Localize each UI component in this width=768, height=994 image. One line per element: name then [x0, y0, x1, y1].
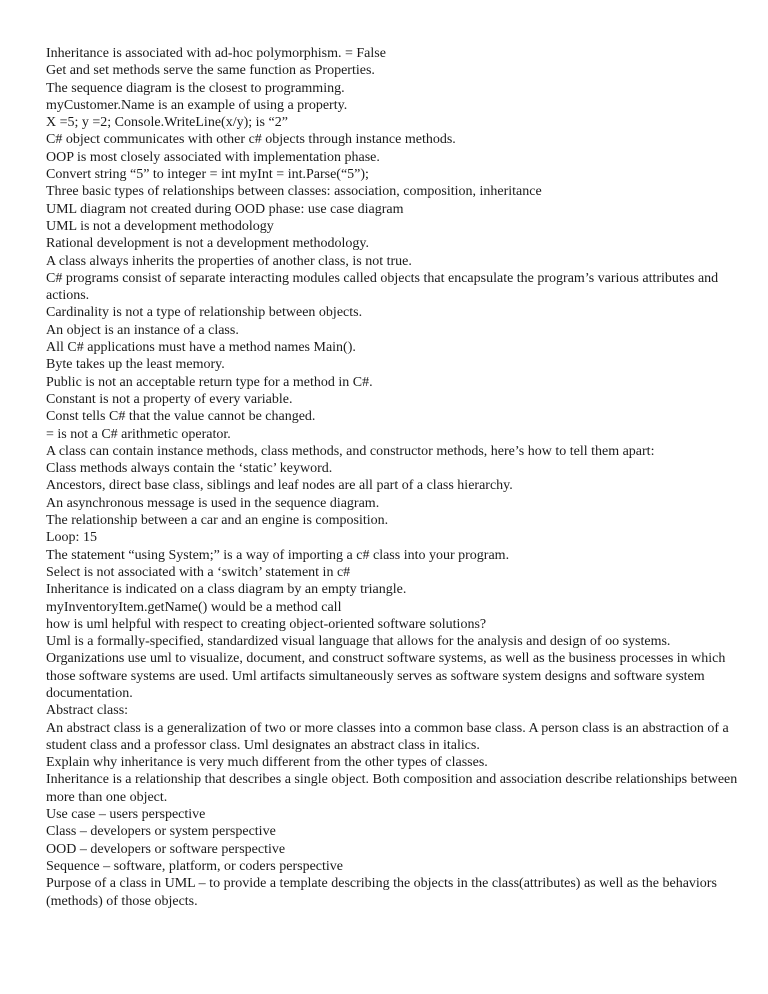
text-line: Ancestors, direct base class, siblings and leaf nodes are all part of a class hierarchy.: [46, 478, 513, 494]
text-line: The statement “using System;” is a way of importing a c# class into your program.: [46, 547, 510, 563]
text-line: All C# applications must have a method names Main().: [46, 340, 356, 356]
text-line: Inheritance is associated with ad-hoc polymorphism. = False: [46, 46, 386, 61]
text-line: Abstract class:: [46, 703, 129, 719]
text-line: An abstract class is a generalization of two or more classes into a common base class. A person class is an abstraction of a student class and a professor class. Uml designates an abstract class in italics.: [46, 720, 729, 753]
text-line: UML is not a development methodology: [46, 218, 274, 234]
text-line: myCustomer.Name is an example of using a property.: [46, 97, 348, 113]
text-line: Rational development is not a development methodology.: [46, 236, 369, 252]
text-line: Byte takes up the least memory.: [46, 357, 225, 373]
text-line: Uml is a formally-specified, standardized visual language that allows for the analysis and design of oo systems.: [46, 634, 671, 650]
text-line: A class can contain instance methods, class methods, and constructor methods, here’s how to tell them apart:: [46, 443, 655, 459]
text-line: Organizations use uml to visualize, document, and construct software systems, as well as the business processes in which those software systems are used. Uml artifacts simultaneously serves as software system designs and software system documentation.: [46, 651, 726, 701]
text-line: myInventoryItem.getName() would be a method call: [46, 599, 342, 615]
text-line: Constant is not a property of every variable.: [46, 391, 293, 407]
text-line: UML diagram not created during OOD phase: use case diagram: [46, 201, 404, 217]
text-line: Public is not an acceptable return type for a method in C#.: [46, 374, 373, 390]
text-line: Class – developers or system perspective: [46, 824, 276, 840]
text-line: Select is not associated with a ‘switch’ statement in c#: [46, 564, 351, 580]
text-line: Get and set methods serve the same function as Properties.: [46, 63, 375, 79]
text-line: C# programs consist of separate interacting modules called objects that encapsulate the program’s various attributes and actions.: [46, 270, 719, 304]
text-line: Use case – users perspective: [46, 807, 206, 823]
text-line: Convert string “5” to integer = int myInt = int.Parse(“5”);: [46, 167, 369, 183]
text-line: Inheritance is a relationship that describes a single object. Both composition and association describe relationships between more than one object.: [46, 772, 738, 805]
text-line: Loop: 15: [46, 530, 97, 546]
text-line: Sequence – software, platform, or coders perspective: [46, 858, 343, 874]
text-line: A class always inherits the properties of another class, is not true.: [46, 253, 412, 269]
text-line: The relationship between a car and an engine is composition.: [46, 513, 389, 529]
text-line: Inheritance is indicated on a class diagram by an empty triangle.: [46, 582, 407, 598]
text-line: C# object communicates with other c# objects through instance methods.: [46, 132, 456, 148]
text-line: The sequence diagram is the closest to programming.: [46, 80, 345, 96]
text-line: An object is an instance of a class.: [46, 322, 239, 338]
text-line: Class methods always contain the ‘static’ keyword.: [46, 461, 333, 477]
text-line: Purpose of a class in UML – to provide a template describing the objects in the class(attributes) as well as the behaviors (methods) of those objects.: [46, 876, 717, 909]
text-line: how is uml helpful with respect to creating object-oriented software solutions?: [46, 616, 487, 632]
text-line: OOP is most closely associated with implementation phase.: [46, 149, 380, 165]
text-line: Explain why inheritance is very much different from the other types of classes.: [46, 755, 488, 771]
text-line: X =5; y =2; Console.WriteLine(x/y); is “2”: [46, 115, 288, 131]
text-line: An asynchronous message is used in the sequence diagram.: [46, 495, 380, 511]
document-page: [46, 45, 746, 910]
text-line: Three basic types of relationships between classes: association, composition, inheritance: [46, 184, 542, 200]
text-line: = is not a C# arithmetic operator.: [46, 426, 231, 442]
text-line: OOD – developers or software perspective: [46, 841, 286, 857]
text-line: Cardinality is not a type of relationship between objects.: [46, 305, 363, 321]
text-line: Const tells C# that the value cannot be changed.: [46, 409, 316, 425]
